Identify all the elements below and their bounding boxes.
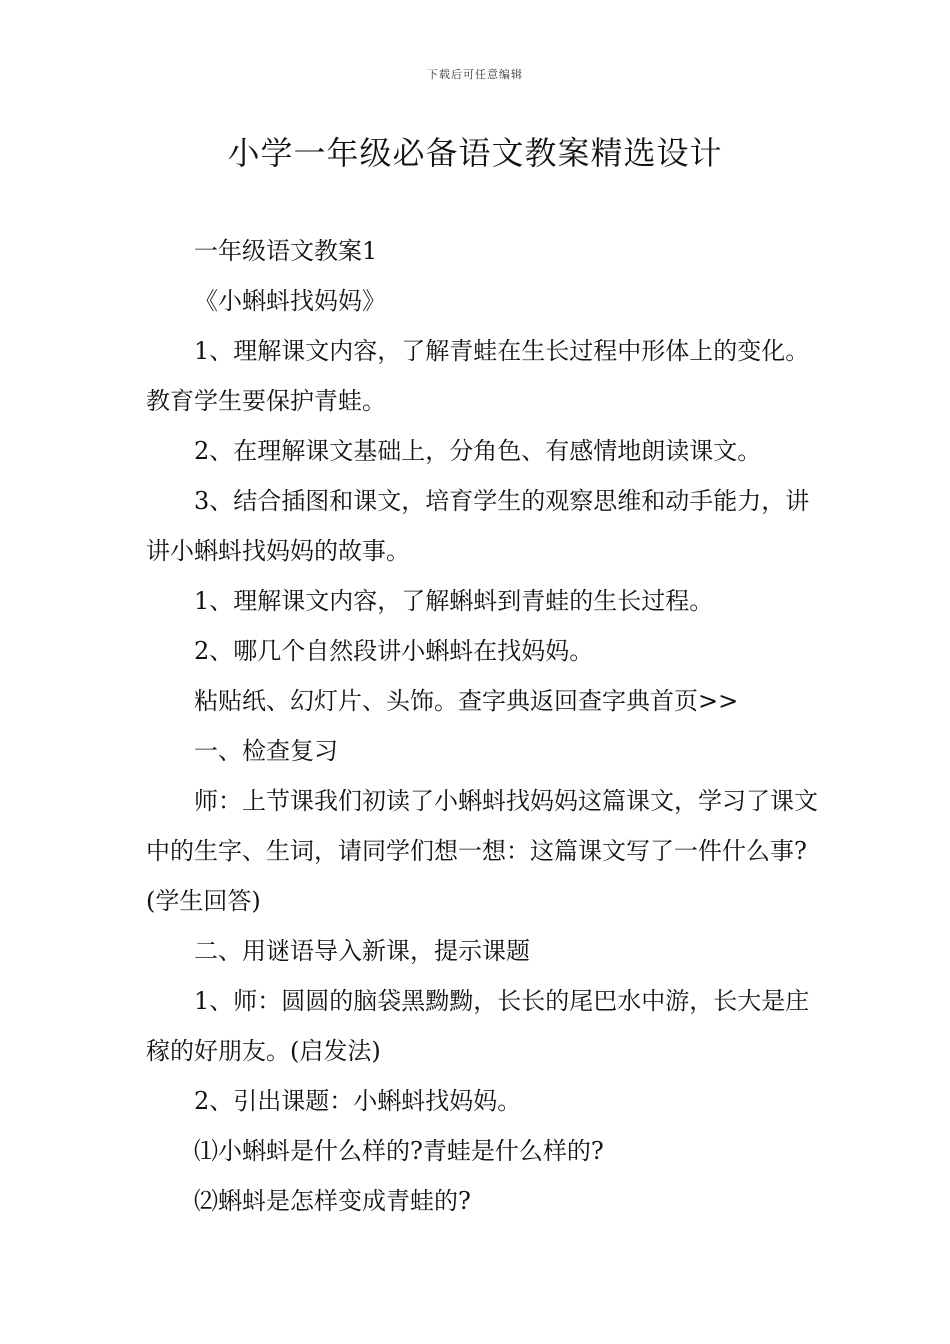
paragraph-riddle: 1、师：圆圆的脑袋黑黝黝，长长的尾巴水中游，长大是庄稼的好朋友。(启发法) (146, 987, 810, 1065)
paragraph-lesson-heading: 一年级语文教案1 (194, 237, 378, 265)
paragraph-key-point-1: 1、理解课文内容，了解蝌蚪到青蛙的生长过程。 (194, 587, 714, 615)
paragraph-teacher-review: 师：上节课我们初读了小蝌蚪找妈妈这篇课文，学习了课文中的生字、生词，请同学们想一想：这篇课文写了一件什么事?(学生回答) (146, 787, 818, 915)
paragraph-section-riddle: 二、用谜语导入新课，提示课题 (194, 937, 530, 965)
paragraph-section-review: 一、检查复习 (194, 737, 338, 765)
paragraph-key-point-2: 2、哪几个自然段讲小蝌蚪在找妈妈。 (194, 637, 594, 665)
paragraph-materials: 粘贴纸、幻灯片、头饰。查字典返回查字典首页>> (194, 687, 739, 715)
paragraph-lesson-title: 《小蝌蚪找妈妈》 (194, 287, 386, 315)
paragraph-goal-1: 1、理解课文内容，了解青蛙在生长过程中形体上的变化。教育学生要保护青蛙。 (146, 337, 810, 415)
page-header-note: 下载后可任意编辑 (427, 68, 523, 81)
paragraph-introduce-title: 2、引出课题：小蝌蚪找妈妈。 (194, 1087, 522, 1115)
paragraph-question-2: ⑵蝌蚪是怎样变成青蛙的? (194, 1187, 471, 1215)
paragraph-question-1: ⑴小蝌蚪是什么样的?青蛙是什么样的? (194, 1137, 604, 1165)
document-body (146, 226, 826, 1226)
document-title: 小学一年级必备语文教案精选设计 (227, 134, 723, 172)
paragraph-goal-2: 2、在理解课文基础上，分角色、有感情地朗读课文。 (194, 437, 762, 465)
paragraph-goal-3: 3、结合插图和课文，培育学生的观察思维和动手能力，讲讲小蝌蚪找妈妈的故事。 (146, 487, 810, 565)
